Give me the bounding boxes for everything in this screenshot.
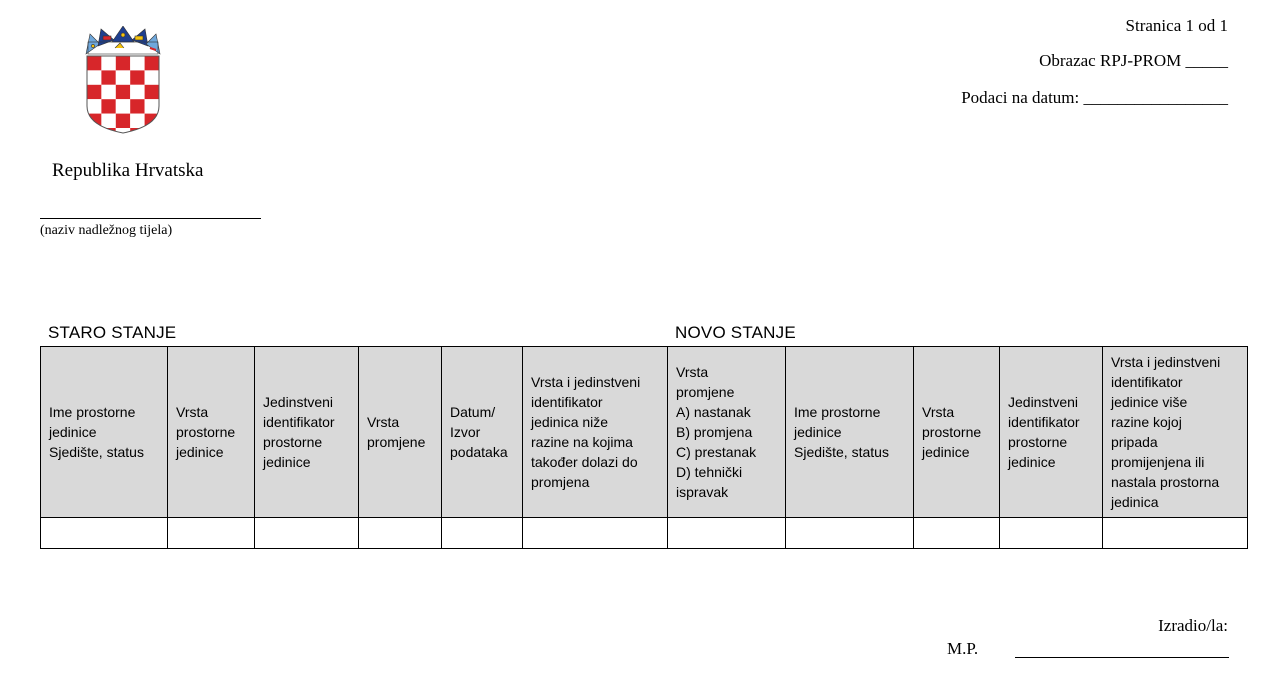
prepared-by-label: Izradio/la: <box>1158 616 1228 635</box>
table-row <box>41 518 1248 549</box>
old-state-title: STARO STANJE <box>48 323 177 342</box>
column-header: Vrsta promjene A) nastanak B) promjena C) prestanak D) tehnički ispravak <box>668 347 786 518</box>
column-header: Vrsta promjene <box>359 347 442 518</box>
table-cell[interactable] <box>255 518 359 549</box>
table-cell[interactable] <box>914 518 1000 549</box>
authority-name-line <box>40 218 261 219</box>
column-header: Jedinstveni identifikator prostorne jedinice <box>1000 347 1103 518</box>
data-date-field: Podaci na datum: _________________ <box>961 88 1228 107</box>
new-state-title: NOVO STANJE <box>675 323 796 342</box>
column-header: Ime prostorne jedinice Sjedište, status <box>786 347 914 518</box>
table-cell[interactable] <box>523 518 668 549</box>
table-cell[interactable] <box>1103 518 1248 549</box>
page-indicator: Stranica 1 od 1 <box>1125 16 1228 35</box>
table-cell[interactable] <box>359 518 442 549</box>
column-header: Vrsta prostorne jedinice <box>914 347 1000 518</box>
column-header: Vrsta i jedinstveni identifikator jedinice više razine kojoj pripada promijenjena ili nastala prostorna jedinica <box>1103 347 1248 518</box>
table-cell[interactable] <box>1000 518 1103 549</box>
table-cell[interactable] <box>442 518 523 549</box>
table-header-row <box>41 347 1248 518</box>
signature-line <box>1015 657 1229 658</box>
column-header: Jedinstveni identifikator prostorne jedinice <box>255 347 359 518</box>
column-header: Vrsta i jedinstveni identifikator jedinica niže razine na kojima također dolazi do promjena <box>523 347 668 518</box>
change-record-table <box>40 346 1248 549</box>
form-code: Obrazac RPJ-PROM _____ <box>1039 51 1228 70</box>
column-header: Vrsta prostorne jedinice <box>168 347 255 518</box>
table-cell[interactable] <box>668 518 786 549</box>
authority-caption: (naziv nadležnog tijela) <box>40 223 173 238</box>
coat-of-arms-icon <box>84 26 162 134</box>
stamp-label: M.P. <box>947 639 979 658</box>
table-cell[interactable] <box>786 518 914 549</box>
country-name: Republika Hrvatska <box>52 160 204 181</box>
table-cell[interactable] <box>41 518 168 549</box>
column-header: Ime prostorne jedinice Sjedište, status <box>41 347 168 518</box>
table-cell[interactable] <box>168 518 255 549</box>
column-header: Datum/ Izvor podataka <box>442 347 523 518</box>
